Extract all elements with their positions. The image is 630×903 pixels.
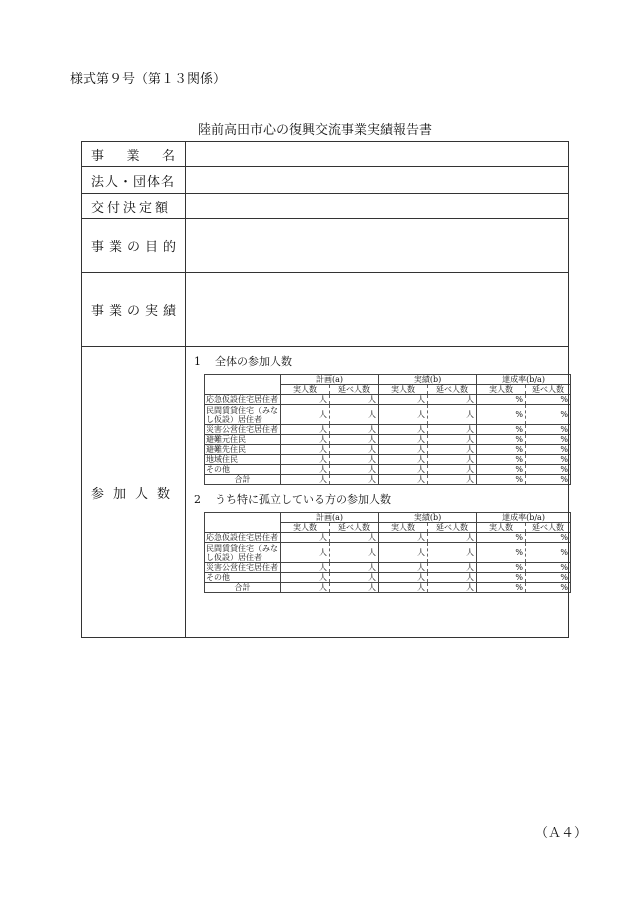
rate-input-cell[interactable]: %	[526, 435, 571, 445]
sub-header: 延べ人数	[526, 385, 571, 395]
table-row	[205, 475, 571, 485]
sub-header: 延べ人数	[526, 523, 571, 533]
count-input-cell[interactable]: 人	[428, 533, 477, 543]
label-org-name: 法人・団体名	[82, 167, 186, 194]
count-input-cell[interactable]: 人	[428, 455, 477, 465]
count-input-cell[interactable]: 人	[330, 563, 379, 573]
sub-header: 実人数	[379, 523, 428, 533]
count-input-cell[interactable]: 人	[379, 425, 428, 435]
table-row	[205, 465, 571, 475]
count-input-cell[interactable]: 人	[330, 573, 379, 583]
row-label: 災害公営住宅居住者	[205, 425, 281, 435]
label-participants: 参加人数	[82, 347, 186, 638]
field-grant-amount[interactable]	[186, 194, 569, 219]
row-label: 民間賃貸住宅（みなし仮設）居住者	[205, 405, 281, 425]
label-purpose: 事業の目的	[82, 219, 186, 273]
rate-input-cell[interactable]: %	[526, 563, 571, 573]
sub-header: 延べ人数	[330, 385, 379, 395]
count-input-cell[interactable]: 人	[330, 583, 379, 593]
count-input-cell[interactable]: 人	[281, 563, 330, 573]
section-title: うち特に孤立している方の参加人数	[215, 493, 391, 506]
group-header: 計画(a)	[281, 375, 379, 385]
count-input-cell[interactable]: 人	[281, 543, 330, 563]
row-label: 災害公営住宅居住者	[205, 563, 281, 573]
row-label: 避難先住民	[205, 445, 281, 455]
participants-area	[186, 347, 569, 638]
rate-input-cell[interactable]: %	[526, 405, 571, 425]
count-input-cell[interactable]: 人	[428, 543, 477, 563]
section-number: 1	[194, 355, 201, 368]
group-header: 達成率(b/a)	[477, 375, 571, 385]
rate-input-cell[interactable]: %	[477, 533, 526, 543]
participant-sections	[194, 353, 569, 593]
rate-input-cell[interactable]: %	[526, 445, 571, 455]
rate-input-cell[interactable]: %	[477, 445, 526, 455]
section-heading	[194, 353, 562, 369]
count-input-cell[interactable]: 人	[379, 543, 428, 563]
group-header: 実績(b)	[379, 375, 477, 385]
count-input-cell[interactable]: 人	[428, 445, 477, 455]
count-input-cell[interactable]: 人	[281, 405, 330, 425]
participants-table	[204, 374, 571, 485]
table-row	[205, 435, 571, 445]
count-input-cell[interactable]: 人	[281, 573, 330, 583]
rate-input-cell[interactable]: %	[477, 583, 526, 593]
count-input-cell[interactable]: 人	[281, 455, 330, 465]
sub-header: 実人数	[281, 523, 330, 533]
rate-input-cell[interactable]: %	[477, 563, 526, 573]
count-input-cell[interactable]: 人	[281, 425, 330, 435]
count-input-cell[interactable]: 人	[379, 533, 428, 543]
rate-input-cell[interactable]: %	[477, 475, 526, 485]
row-label: 応急仮設住宅居住者	[205, 533, 281, 543]
participants-table	[204, 512, 571, 593]
count-input-cell[interactable]: 人	[330, 465, 379, 475]
count-input-cell[interactable]: 人	[330, 533, 379, 543]
field-purpose[interactable]	[186, 219, 569, 273]
rate-input-cell[interactable]: %	[477, 573, 526, 583]
rate-input-cell[interactable]: %	[526, 533, 571, 543]
row-label: 避難元住民	[205, 435, 281, 445]
document-title: 陸前高田市心の復興交流事業実績報告書	[197, 123, 432, 138]
count-input-cell[interactable]: 人	[379, 435, 428, 445]
count-input-cell[interactable]: 人	[330, 425, 379, 435]
sub-header: 実人数	[281, 385, 330, 395]
table-row	[205, 543, 571, 563]
form-number: 様式第９号（第１３関係）	[70, 72, 227, 87]
rate-input-cell[interactable]: %	[526, 425, 571, 435]
count-input-cell[interactable]: 人	[379, 445, 428, 455]
count-input-cell[interactable]: 人	[428, 573, 477, 583]
header-blank-cell	[205, 375, 281, 395]
rate-input-cell[interactable]: %	[526, 465, 571, 475]
table-row	[205, 445, 571, 455]
count-input-cell[interactable]: 人	[428, 405, 477, 425]
header-blank-cell	[205, 513, 281, 533]
row-label: その他	[205, 573, 281, 583]
count-input-cell[interactable]: 人	[330, 435, 379, 445]
sub-header: 実人数	[477, 385, 526, 395]
count-input-cell[interactable]: 人	[281, 445, 330, 455]
row-label: その他	[205, 465, 281, 475]
row-label: 合計	[205, 475, 281, 485]
row-label: 合計	[205, 583, 281, 593]
table-row	[205, 573, 571, 583]
table-row	[205, 395, 571, 405]
table-row	[205, 455, 571, 465]
count-input-cell[interactable]: 人	[330, 455, 379, 465]
table-row	[205, 583, 571, 593]
label-results: 事業の実績	[82, 273, 186, 347]
section-heading	[194, 491, 562, 507]
count-input-cell[interactable]: 人	[281, 475, 330, 485]
rate-input-cell[interactable]: %	[477, 455, 526, 465]
count-input-cell[interactable]: 人	[379, 583, 428, 593]
count-input-cell[interactable]: 人	[330, 475, 379, 485]
count-input-cell[interactable]: 人	[330, 405, 379, 425]
table-row	[205, 425, 571, 435]
count-input-cell[interactable]: 人	[281, 533, 330, 543]
count-input-cell[interactable]: 人	[379, 563, 428, 573]
count-input-cell[interactable]: 人	[281, 583, 330, 593]
rate-input-cell[interactable]: %	[477, 465, 526, 475]
rate-input-cell[interactable]: %	[526, 395, 571, 405]
count-input-cell[interactable]: 人	[428, 475, 477, 485]
field-results[interactable]	[186, 273, 569, 347]
sub-header: 延べ人数	[428, 385, 477, 395]
label-project-name	[82, 142, 186, 167]
count-input-cell[interactable]: 人	[428, 395, 477, 405]
count-input-cell[interactable]: 人	[428, 563, 477, 573]
count-input-cell[interactable]: 人	[428, 583, 477, 593]
row-label: 地域住民	[205, 455, 281, 465]
rate-input-cell[interactable]: %	[477, 543, 526, 563]
sub-header: 実人数	[477, 523, 526, 533]
count-input-cell[interactable]: 人	[281, 435, 330, 445]
sub-header: 延べ人数	[428, 523, 477, 533]
row-label: 応急仮設住宅居住者	[205, 395, 281, 405]
rate-input-cell[interactable]: %	[526, 543, 571, 563]
rate-input-cell[interactable]: %	[477, 395, 526, 405]
section-title: 全体の参加人数	[215, 355, 292, 368]
report-form-table	[81, 141, 569, 638]
table-row	[205, 563, 571, 573]
row-label: 民間賃貸住宅（みなし仮設）居住者	[205, 543, 281, 563]
count-input-cell[interactable]: 人	[428, 465, 477, 475]
rate-input-cell[interactable]: %	[477, 435, 526, 445]
label-char: 業	[126, 148, 140, 164]
count-input-cell[interactable]: 人	[281, 465, 330, 475]
count-input-cell[interactable]: 人	[428, 425, 477, 435]
section-number: 2	[194, 493, 201, 506]
group-header: 計画(a)	[281, 513, 379, 523]
count-input-cell[interactable]: 人	[281, 395, 330, 405]
paper-size-note: （Ａ４）	[535, 826, 588, 841]
field-org-name[interactable]	[186, 167, 569, 194]
count-input-cell[interactable]: 人	[379, 465, 428, 475]
label-project-name-spread	[91, 145, 185, 164]
group-header: 実績(b)	[379, 513, 477, 523]
rate-input-cell[interactable]: %	[526, 475, 571, 485]
count-input-cell[interactable]: 人	[330, 543, 379, 563]
field-project-name[interactable]	[186, 142, 569, 167]
count-input-cell[interactable]: 人	[330, 395, 379, 405]
table-row	[205, 405, 571, 425]
count-input-cell[interactable]: 人	[379, 405, 428, 425]
sub-header: 延べ人数	[330, 523, 379, 533]
count-input-cell[interactable]: 人	[379, 395, 428, 405]
sub-header: 実人数	[379, 385, 428, 395]
count-input-cell[interactable]: 人	[379, 573, 428, 583]
rate-input-cell[interactable]: %	[526, 573, 571, 583]
count-input-cell[interactable]: 人	[379, 455, 428, 465]
rate-input-cell[interactable]: %	[477, 425, 526, 435]
group-header: 達成率(b/a)	[477, 513, 571, 523]
count-input-cell[interactable]: 人	[379, 475, 428, 485]
rate-input-cell[interactable]: %	[526, 455, 571, 465]
count-input-cell[interactable]: 人	[330, 445, 379, 455]
label-char: 名	[161, 148, 175, 164]
table-row	[205, 533, 571, 543]
label-char: 事	[91, 148, 105, 164]
rate-input-cell[interactable]: %	[477, 405, 526, 425]
label-grant-amount: 交付決定額	[82, 194, 186, 219]
count-input-cell[interactable]: 人	[428, 435, 477, 445]
rate-input-cell[interactable]: %	[526, 583, 571, 593]
